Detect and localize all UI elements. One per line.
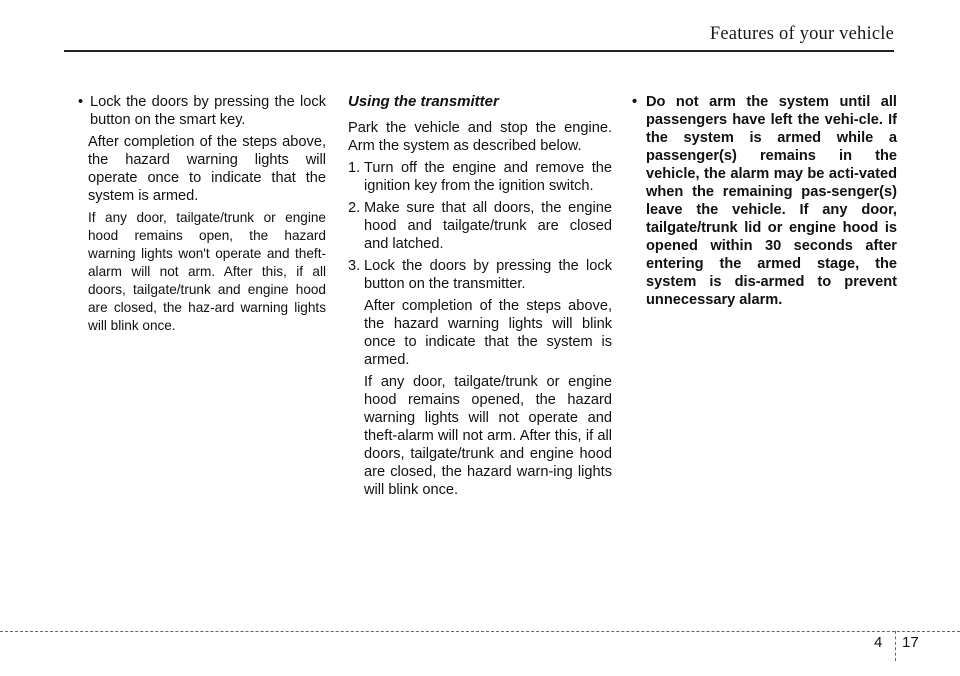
step-number: 2. (348, 200, 361, 216)
warning-text: Do not arm the system until all passengers have left the vehi-cle. If the system is armed while a passenger(s) remains in the vehicle, the alarm may be acti-vated when the remaining pas-senger(s) leave the vehicle. If any door, tailgate/trunk lid or engine hood is opened within 30 seconds after entering the armed stage, the system is dis-armed to prevent unnecessary alarm. (646, 94, 897, 308)
bullet-mark: • (78, 94, 84, 110)
chapter-number: 4 (874, 634, 883, 651)
warning-bullet (632, 93, 897, 309)
section-subheading: Using the transmitter (348, 93, 499, 110)
step3-paragraph-door-open: If any door, tailgate/trunk or engine hood remains opened, the hazard warning lights will not operate and theft-alarm will not arm. After this, if all doors, tailgate/trunk and engine hood are closed, the hazard warn-ing lights will blink once. (364, 374, 612, 498)
step-item (348, 257, 612, 293)
page-number: 17 (902, 634, 919, 651)
step-text: Make sure that all doors, the engine hood and tailgate/trunk are closed and latched. (364, 200, 612, 252)
step-text: Lock the doors by pressing the lock button on the transmitter. (364, 258, 612, 292)
running-header-title: Features of your vehicle (709, 24, 894, 44)
footer-separator (895, 631, 896, 661)
bullet-mark: • (632, 94, 638, 110)
header-rule (64, 50, 894, 52)
step-item (348, 199, 612, 253)
step-item (348, 159, 612, 195)
column-1 (78, 93, 326, 339)
footer-rule (0, 631, 960, 632)
paragraph-door-open: If any door, tailgate/trunk or engine hood remains open, the hazard warning lights won't operate and theft-alarm will not arm. After this, if all doors, tailgate/trunk and engine hood are closed, the haz-ard warning lights will blink once. (88, 210, 326, 333)
bullet-text: Lock the doors by pressing the lock button on the smart key. (90, 94, 326, 128)
step3-paragraph-armed: After completion of the steps above, the hazard warning lights will blink once to indicate that the system is armed. (364, 298, 612, 368)
paragraph-armed: After completion of the steps above, the hazard warning lights will operate once to indicate that the system is armed. (88, 134, 326, 204)
column-2 (348, 93, 612, 503)
bullet-item (78, 93, 326, 129)
step-text: Turn off the engine and remove the ignition key from the ignition switch. (364, 160, 612, 194)
column-3 (632, 93, 897, 309)
intro-paragraph: Park the vehicle and stop the engine. Arm the system as described below. (348, 120, 612, 154)
step-number: 3. (348, 258, 361, 274)
step-number: 1. (348, 160, 361, 176)
